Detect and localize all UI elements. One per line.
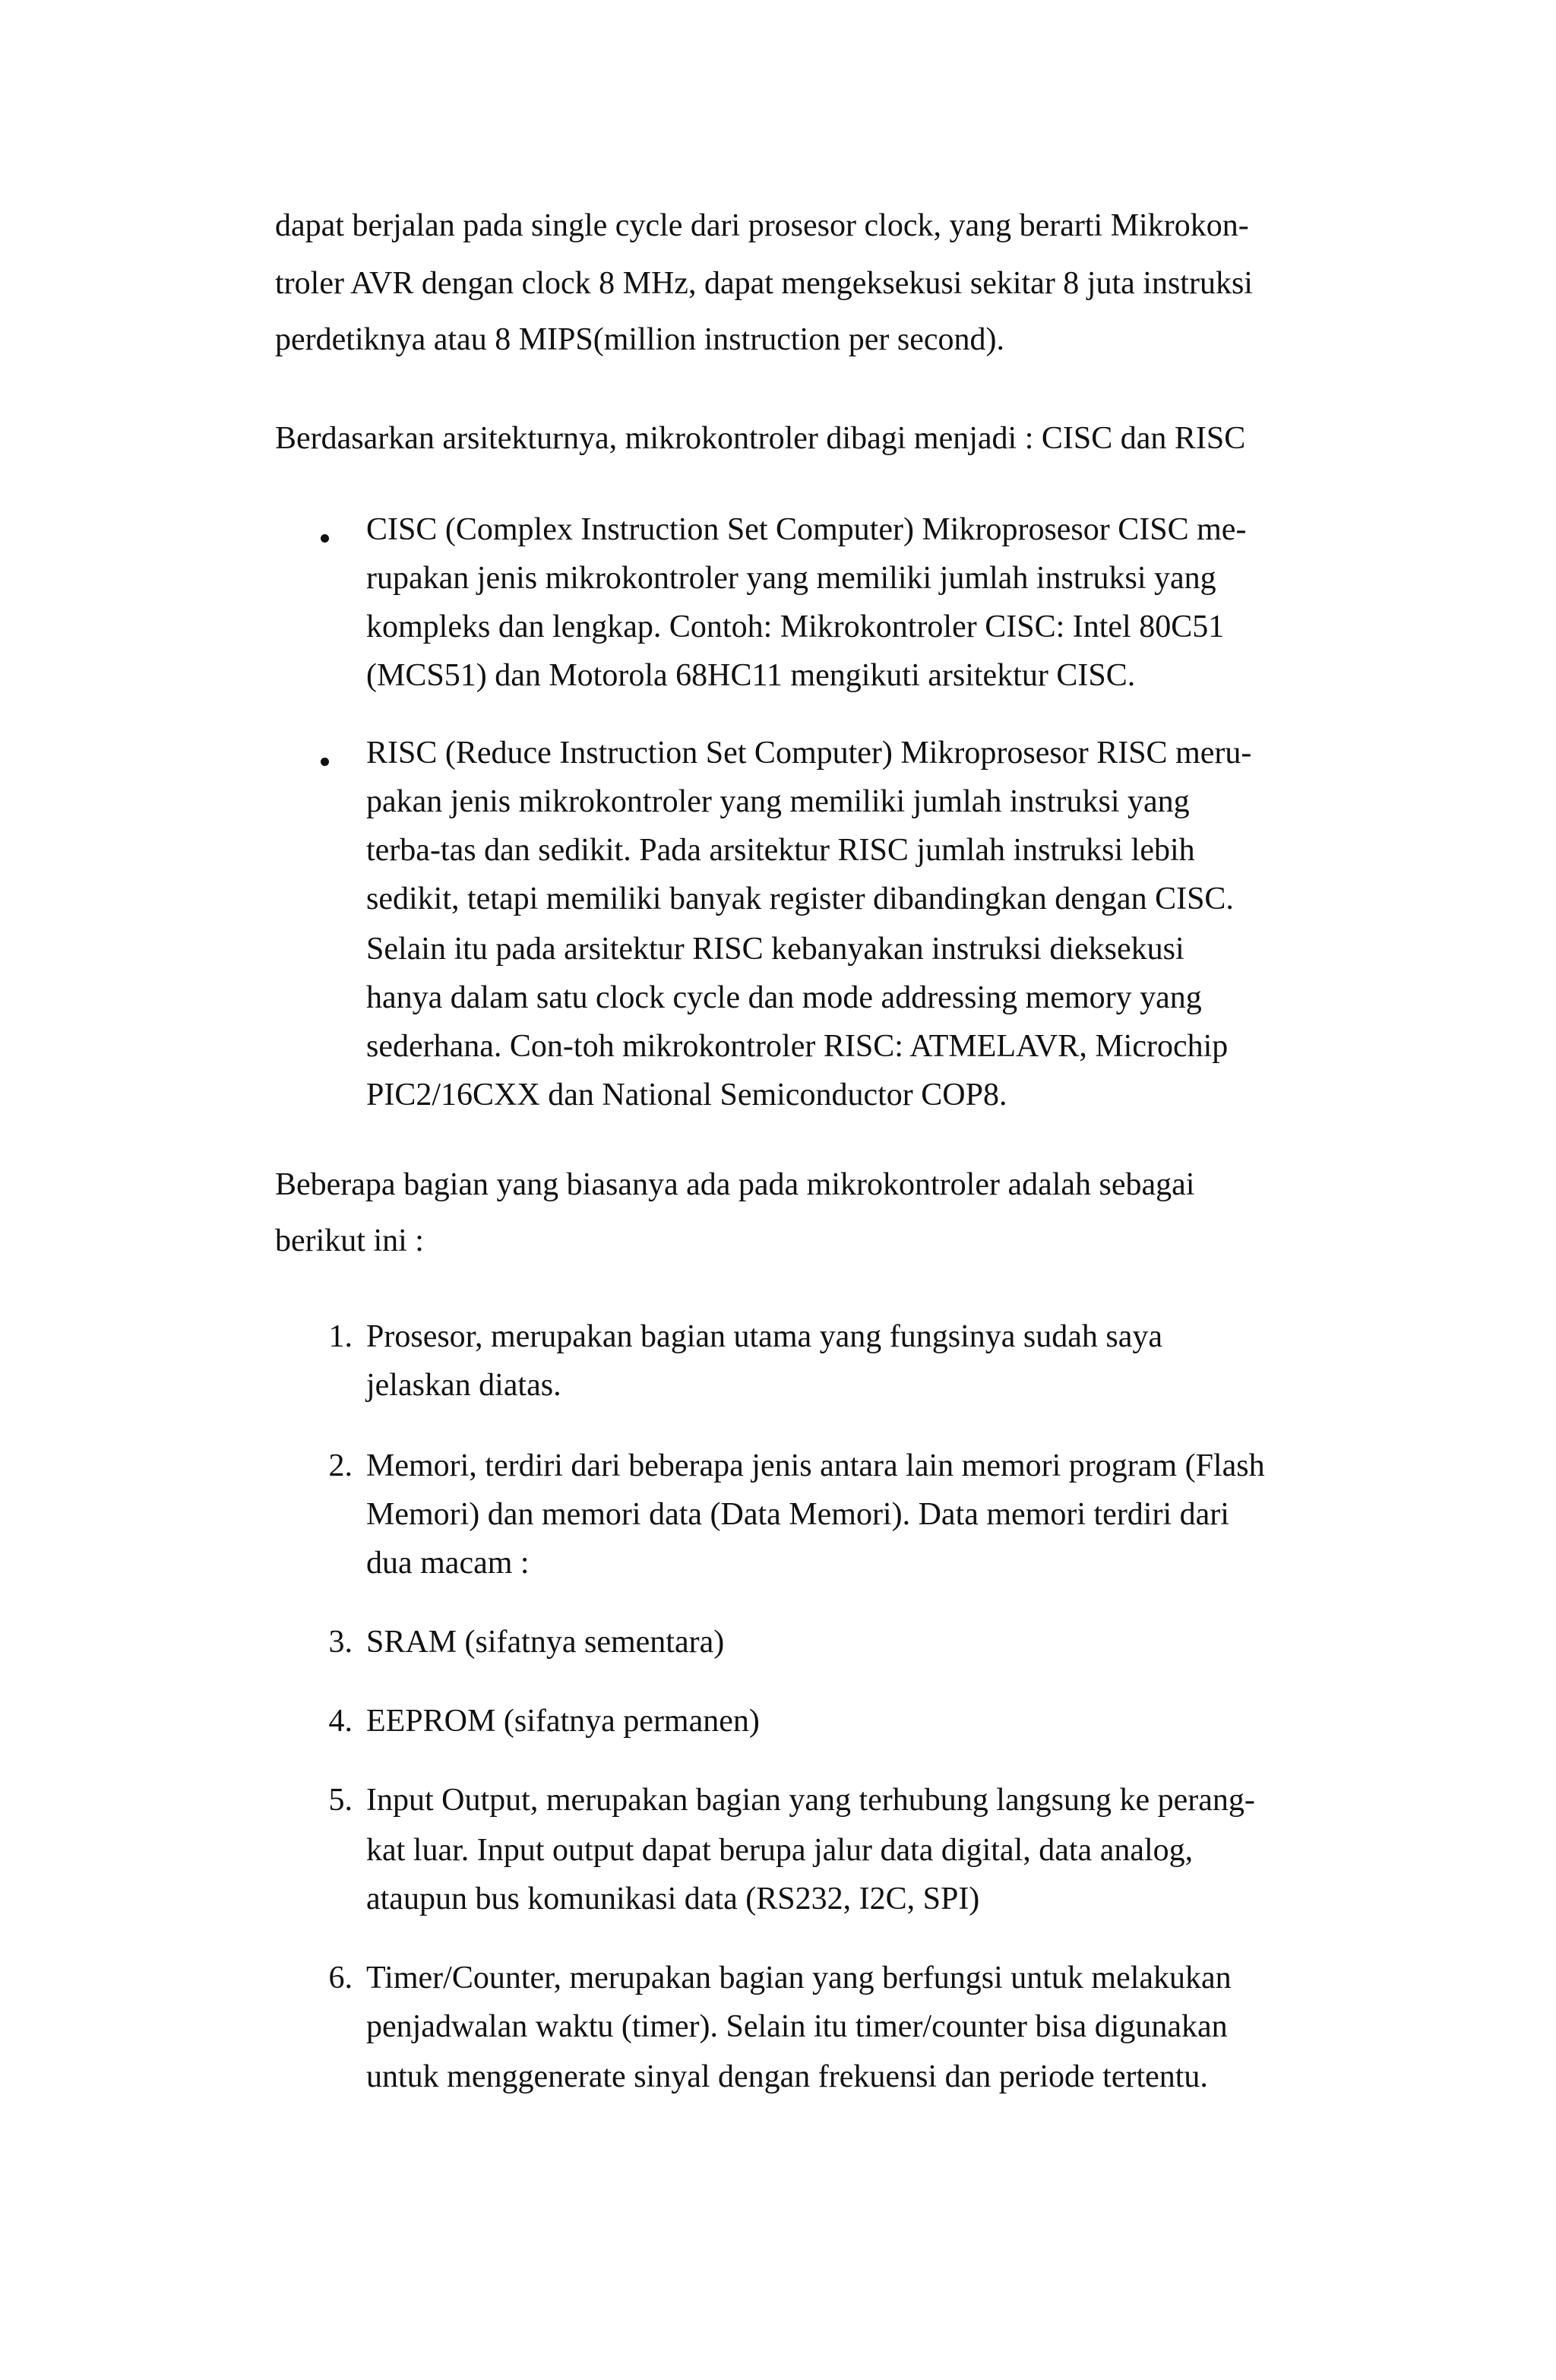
list-number: 3. bbox=[328, 1625, 353, 1660]
text-line: dapat berjalan pada single cycle dari prosesor clock, yang berarti Mikrokon- bbox=[275, 208, 1249, 243]
text-line: berikut ini : bbox=[275, 1223, 424, 1258]
list-number: 5. bbox=[328, 1783, 353, 1818]
text-line: perdetiknya atau 8 MIPS(million instruction per second). bbox=[275, 322, 1004, 357]
text-line: SRAM (sifatnya sementara) bbox=[366, 1625, 725, 1660]
text-line: penjadwalan waktu (timer). Selain itu timer/counter bisa digunakan bbox=[366, 2009, 1228, 2044]
text-line: Input Output, merupakan bagian yang terhubung langsung ke perang- bbox=[366, 1783, 1255, 1818]
list-number: 6. bbox=[328, 1961, 353, 1995]
text-line: untuk menggenerate sinyal dengan frekuensi dan periode tertentu. bbox=[366, 2059, 1208, 2094]
text-line: kompleks dan lengkap. Contoh: Mikrokontroler CISC: Intel 80C51 bbox=[366, 609, 1225, 644]
text-line: pakan jenis mikrokontroler yang memiliki jumlah instruksi yang bbox=[366, 784, 1190, 819]
text-line: rupakan jenis mikrokontroler yang memiliki jumlah instruksi yang bbox=[366, 561, 1216, 596]
text-line: EEPROM (sifatnya permanen) bbox=[366, 1704, 760, 1739]
text-line: Memori) dan memori data (Data Memori). Data memori terdiri dari bbox=[366, 1497, 1229, 1532]
text-line: Prosesor, merupakan bagian utama yang fungsinya sudah saya bbox=[366, 1319, 1163, 1354]
bullet-dot-icon bbox=[321, 758, 329, 766]
text-line: Selain itu pada arsitektur RISC kebanyakan instruksi dieksekusi bbox=[366, 932, 1184, 967]
text-line: troler AVR dengan clock 8 MHz, dapat mengeksekusi sekitar 8 juta instruksi bbox=[275, 266, 1253, 301]
text-line: hanya dalam satu clock cycle dan mode addressing memory yang bbox=[366, 980, 1202, 1015]
text-line: sederhana. Con-toh mikrokontroler RISC: ATMELAVR, Microchip bbox=[366, 1029, 1229, 1064]
text-line: RISC (Reduce Instruction Set Computer) Mikroprosesor RISC meru- bbox=[366, 736, 1252, 771]
list-number: 2. bbox=[328, 1448, 353, 1483]
text-line: Beberapa bagian yang biasanya ada pada mikrokontroler adalah sebagai bbox=[275, 1167, 1195, 1202]
text-line: ataupun bus komunikasi data (RS232, I2C, SPI) bbox=[366, 1882, 980, 1916]
text-line: CISC (Complex Instruction Set Computer) Mikroprosesor CISC me- bbox=[366, 512, 1247, 547]
text-line: PIC2/16CXX dan National Semiconductor COP8. bbox=[366, 1078, 1007, 1112]
list-number: 4. bbox=[328, 1704, 353, 1739]
text-line: (MCS51) dan Motorola 68HC11 mengikuti arsitektur CISC. bbox=[366, 658, 1136, 693]
text-line: terba-tas dan sedikit. Pada arsitektur RISC jumlah instruksi lebih bbox=[366, 833, 1195, 868]
text-line: dua macam : bbox=[366, 1546, 530, 1581]
text-line: sedikit, tetapi memiliki banyak register dibandingkan dengan CISC. bbox=[366, 881, 1234, 916]
text-line: jelaskan diatas. bbox=[366, 1368, 561, 1403]
text-line: kat luar. Input output dapat berupa jalur data digital, data analog, bbox=[366, 1833, 1194, 1868]
architecture-intro: Berdasarkan arsitekturnya, mikrokontroler dibagi menjadi : CISC dan RISC bbox=[275, 421, 1246, 456]
text-line: Timer/Counter, merupakan bagian yang berfungsi untuk melakukan bbox=[366, 1961, 1232, 1995]
bullet-dot-icon bbox=[321, 534, 329, 543]
text-line: Memori, terdiri dari beberapa jenis antara lain memori program (Flash bbox=[366, 1448, 1265, 1483]
list-number: 1. bbox=[328, 1319, 353, 1354]
